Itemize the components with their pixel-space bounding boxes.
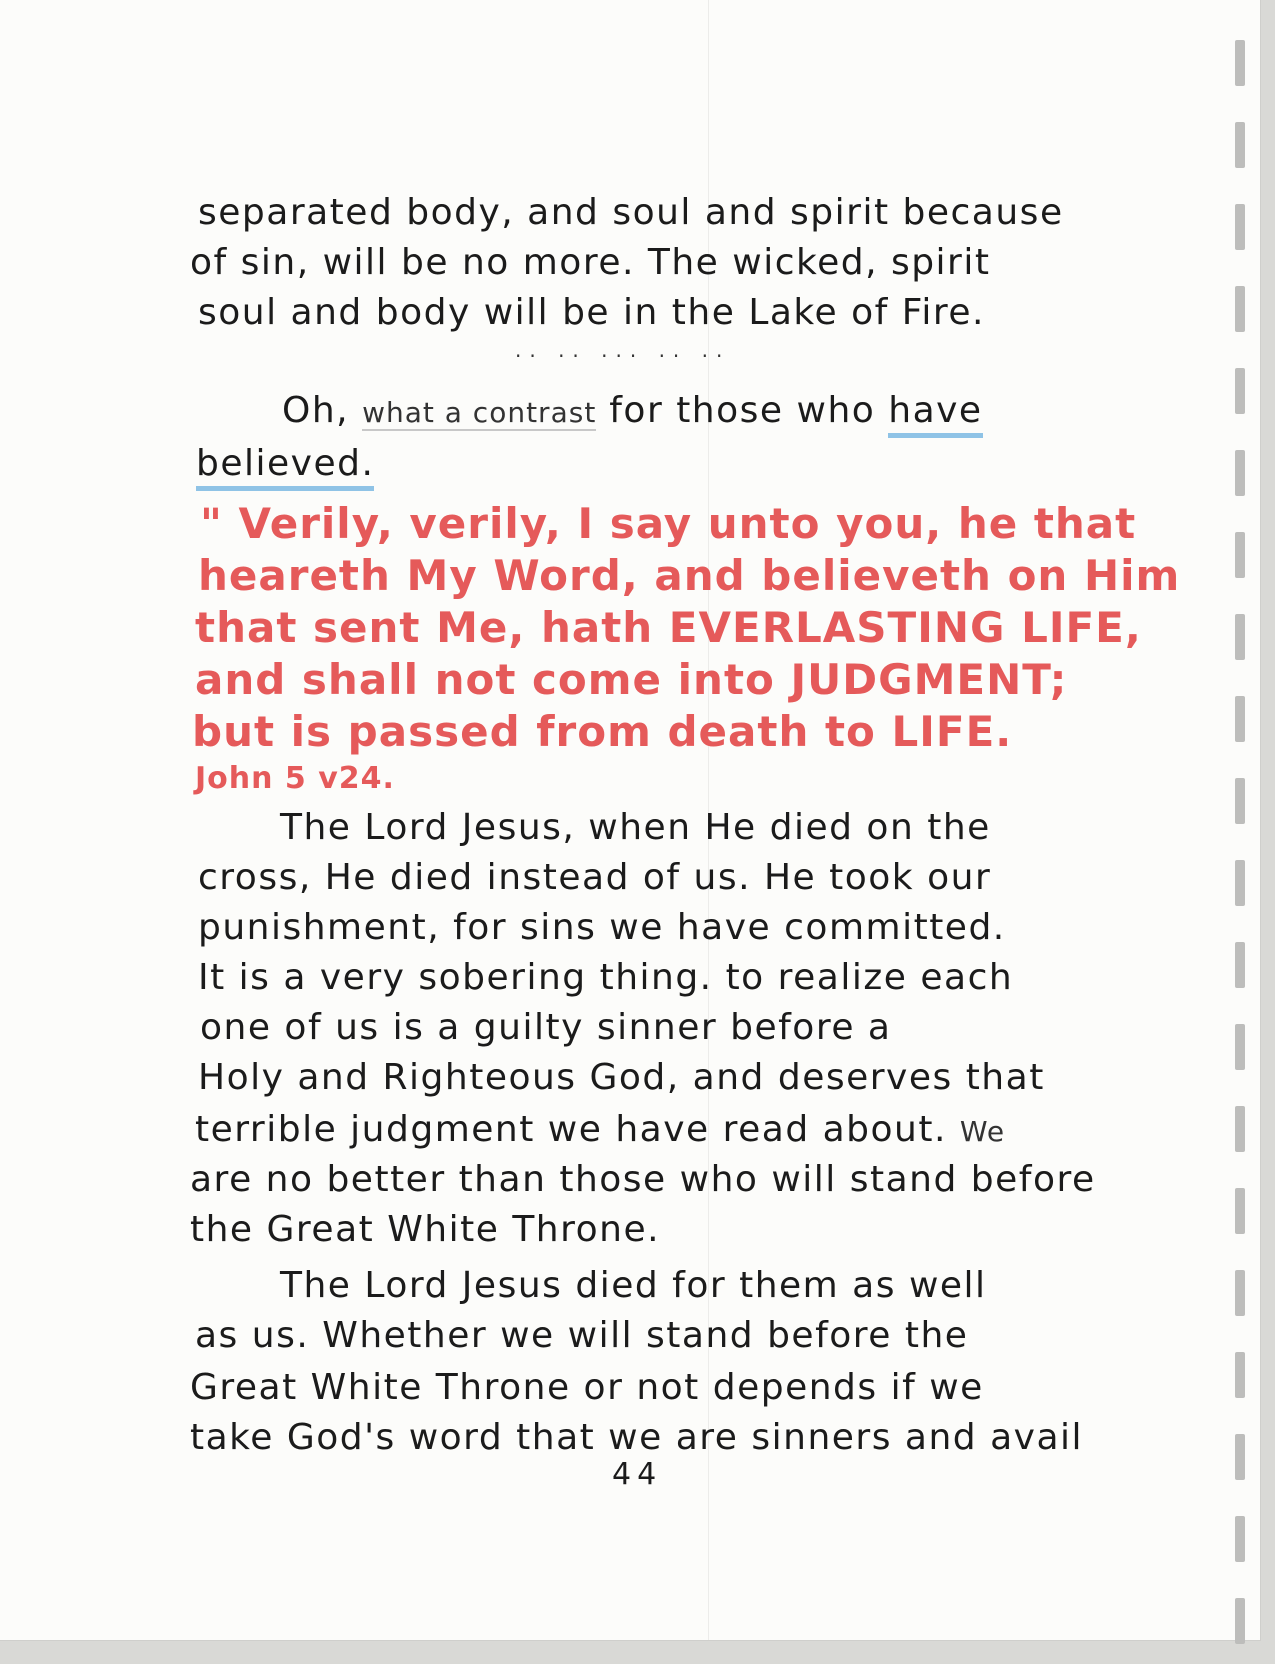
text-line: cross, He died instead of us. He took our — [198, 857, 992, 898]
text-line: It is a very sobering thing. to realize each — [198, 957, 1014, 998]
binding-hole — [1235, 696, 1245, 742]
binding-hole — [1235, 1434, 1245, 1480]
binding-hole — [1235, 1188, 1245, 1234]
text-line: The Lord Jesus, when He died on the — [280, 807, 991, 848]
have-underlined: have — [888, 390, 982, 438]
text-line: the Great White Throne. — [190, 1209, 661, 1250]
text-fragment: terrible judgment we have read about. — [195, 1109, 947, 1150]
binding-hole — [1235, 368, 1245, 414]
binding-hole — [1235, 450, 1245, 496]
text-line: take God's word that we are sinners and avail — [190, 1417, 1084, 1458]
binding-hole — [1235, 1024, 1245, 1070]
verse-line: " Verily, verily, I say unto you, he that — [200, 499, 1137, 548]
ellipsis-dots: .. .. ... .. .. — [515, 338, 731, 362]
binding-hole — [1235, 860, 1245, 906]
verse-line: but is passed from death to LIFE. — [192, 707, 1013, 756]
page-number: 44 — [612, 1457, 663, 1492]
binding-hole — [1235, 286, 1245, 332]
oh-word: Oh, — [282, 390, 350, 431]
binding-hole — [1235, 1598, 1245, 1644]
contrast-line — [282, 390, 983, 431]
binding-hole — [1235, 1106, 1245, 1152]
binding-hole — [1235, 614, 1245, 660]
binding-hole — [1235, 778, 1245, 824]
binding-hole — [1235, 122, 1245, 168]
text-line: are no better than those who will stand before — [190, 1159, 1096, 1200]
contrast-rest: for those who — [609, 390, 876, 431]
text-line: separated body, and soul and spirit because — [198, 192, 1064, 233]
binding-hole — [1235, 1516, 1245, 1562]
text-line — [195, 1109, 1006, 1150]
binding-hole — [1235, 1270, 1245, 1316]
text-line: The Lord Jesus died for them as well — [280, 1265, 987, 1306]
text-line: one of us is a guilty sinner before a — [200, 1007, 892, 1048]
binding-hole — [1235, 204, 1245, 250]
verse-line: that sent Me, hath EVERLASTING LIFE, — [195, 603, 1142, 652]
verse-reference: John 5 v24. — [195, 761, 395, 796]
we-small: We — [959, 1115, 1006, 1148]
text-line: soul and body will be in the Lake of Fire. — [198, 292, 985, 333]
text-line: Holy and Righteous God, and deserves that — [198, 1057, 1045, 1098]
binding-hole — [1235, 532, 1245, 578]
what-a-contrast: what a contrast — [362, 396, 597, 429]
verse-line: and shall not come into JUDGMENT; — [195, 655, 1068, 704]
binding-hole — [1235, 942, 1245, 988]
believed-underlined: believed. — [196, 443, 374, 491]
verse-line: heareth My Word, and believeth on Him — [198, 551, 1181, 600]
binding-hole — [1235, 40, 1245, 86]
text-line: punishment, for sins we have committed. — [198, 907, 1006, 948]
believed-line — [196, 443, 375, 484]
text-line: of sin, will be no more. The wicked, spirit — [190, 242, 991, 283]
binding-hole — [1235, 1352, 1245, 1398]
text-line: Great White Throne or not depends if we — [190, 1367, 984, 1408]
text-line: as us. Whether we will stand before the — [195, 1315, 969, 1356]
